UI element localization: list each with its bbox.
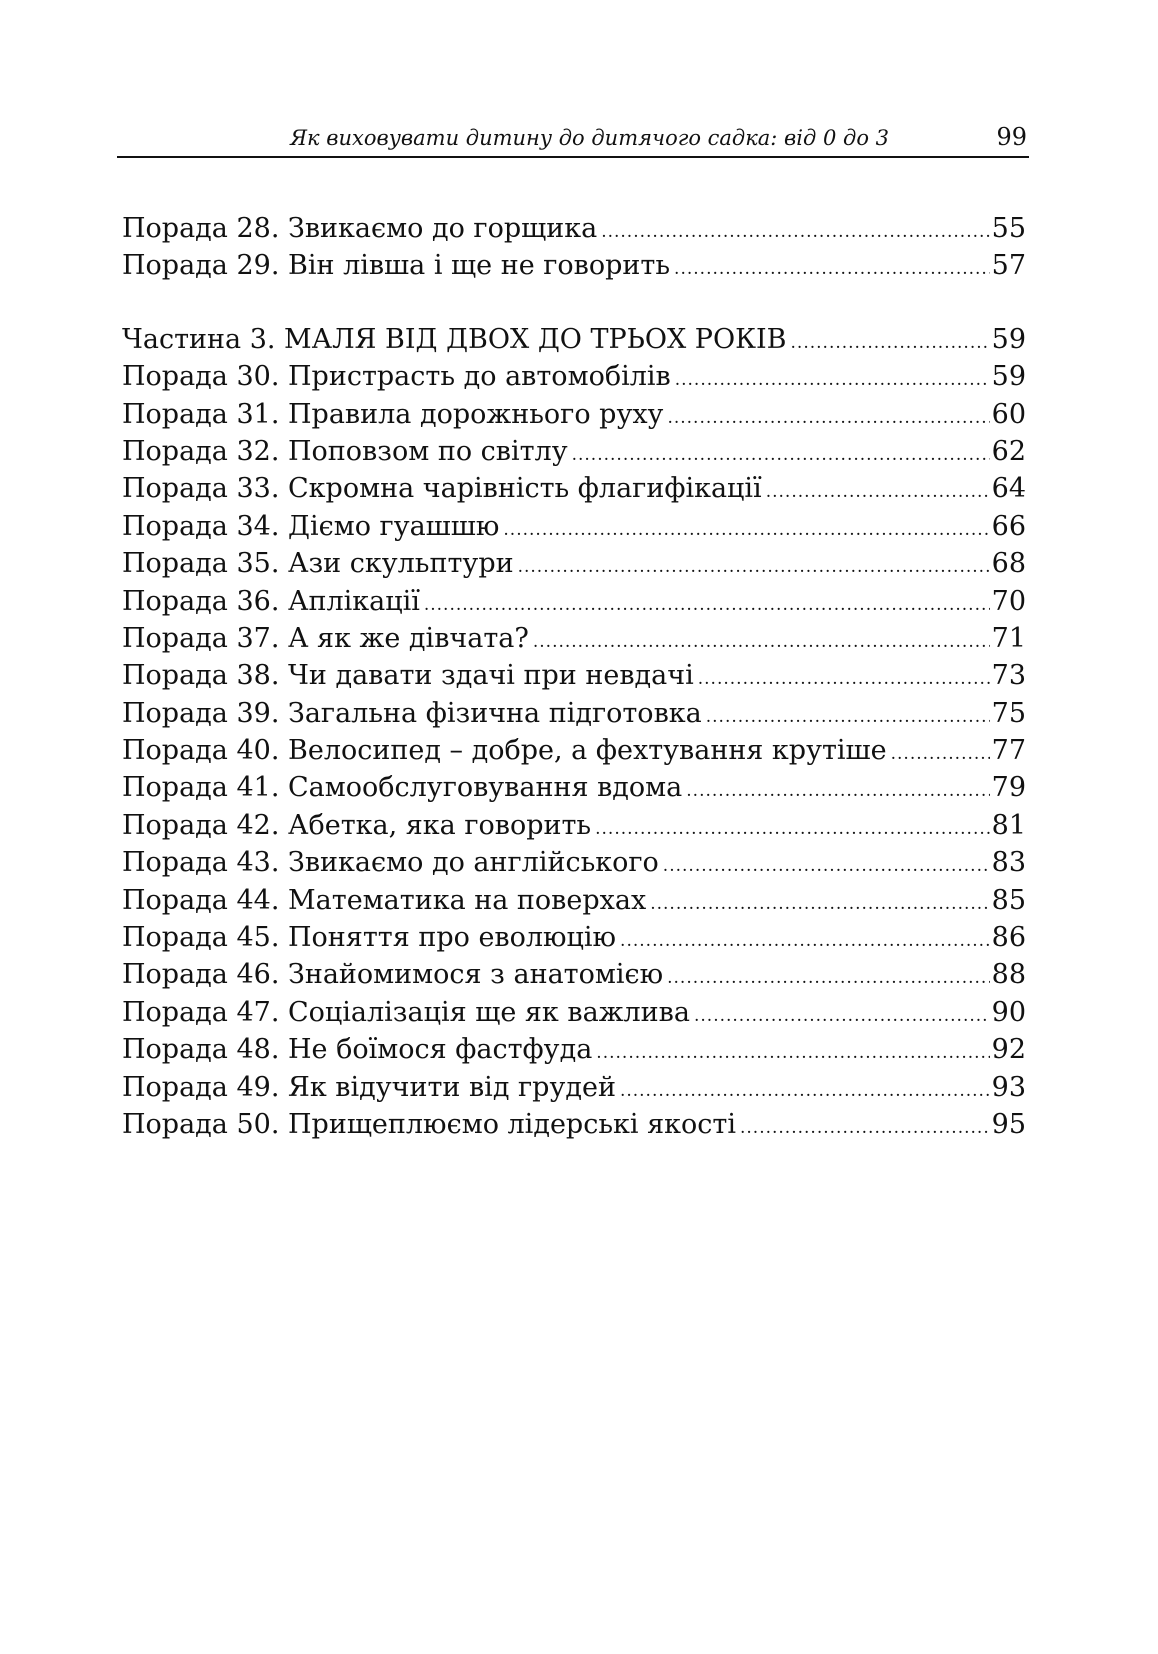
toc-entry [122, 657, 1026, 694]
toc-entry [122, 994, 1026, 1031]
dot-leader [424, 587, 990, 624]
toc-entry-title: Порада 31. Правила дорожнього руху [122, 398, 664, 430]
toc-entry [122, 545, 1026, 582]
dot-leader [674, 251, 990, 288]
toc-entry-title: Порада 41. Самообслуговування вдома [122, 772, 683, 804]
toc-entry [122, 620, 1026, 657]
toc-entry [122, 844, 1026, 881]
toc-entry-title: Порада 49. Як відучити від грудей [122, 1071, 616, 1103]
dot-leader [791, 325, 990, 362]
toc-section-heading [122, 321, 1026, 358]
dot-leader [766, 474, 990, 511]
toc-entry-title: Порада 40. Велосипед – добре, а фехтування крутіше [122, 735, 887, 767]
toc-entry-title: Порада 38. Чи давати здачі при невдачі [122, 660, 694, 692]
toc-entry-title: Порада 48. Не боїмося фастфуда [122, 1034, 593, 1066]
dot-leader [518, 549, 990, 586]
toc-entry-page: 68 [991, 548, 1026, 580]
toc-entry-title: Порада 29. Він лівша і ще не говорить [122, 250, 671, 282]
toc-entry-page: 81 [991, 809, 1026, 841]
toc-entry [122, 247, 1026, 284]
toc-entry-page: 88 [991, 959, 1026, 991]
toc-entry-page: 70 [991, 585, 1026, 617]
toc-entry [122, 732, 1026, 769]
toc-entry-page: 77 [991, 735, 1026, 767]
toc-entry [122, 882, 1026, 919]
toc-entry-title: Порада 43. Звикаємо до англійського [122, 847, 659, 879]
toc-entry-title: Частина 3. МАЛЯ ВІД ДВОХ ДО ТРЬОХ РОКІВ [122, 323, 787, 355]
dot-leader [533, 624, 990, 661]
dot-leader [620, 923, 990, 960]
toc-entry-title: Порада 35. Ази скульптури [122, 548, 514, 580]
toc-entry-title: Порада 37. А як же дівчата? [122, 622, 529, 654]
toc-entry [122, 583, 1026, 620]
dot-leader [663, 848, 990, 885]
toc-entry-page: 75 [991, 697, 1026, 729]
toc-entry [122, 1106, 1026, 1143]
dot-leader [601, 214, 989, 251]
toc-entry-title: Порада 34. Діємо гуашшю [122, 510, 500, 542]
toc-entry [122, 396, 1026, 433]
dot-leader [675, 362, 990, 399]
toc-entry [122, 919, 1026, 956]
toc-entry [122, 1031, 1026, 1068]
toc-entry-page: 83 [991, 847, 1026, 879]
toc-entry-title: Порада 45. Поняття про еволюцію [122, 922, 617, 954]
toc-entry-title: Порада 32. Поповзом по світлу [122, 435, 568, 467]
toc-entry [122, 358, 1026, 395]
toc-entry-title: Порада 46. Знайомимося з анатомією [122, 959, 664, 991]
toc-entry-title: Порада 44. Математика на поверхах [122, 884, 647, 916]
toc-entry-title: Порада 30. Пристрасть до автомобілів [122, 361, 671, 393]
dot-leader [891, 736, 990, 773]
toc-entry [122, 433, 1026, 470]
toc-entry-page: 85 [991, 884, 1026, 916]
page-number: 99 [996, 123, 1027, 151]
dot-leader [694, 998, 990, 1035]
dot-leader [572, 437, 990, 474]
dot-leader [667, 960, 990, 997]
toc-entry-page: 73 [991, 660, 1026, 692]
running-title: Як виховувати дитину до дитячого садка: від 0 до 3 [290, 126, 889, 150]
toc-entry-page: 55 [991, 213, 1026, 244]
toc-entry-page: 59 [991, 323, 1026, 355]
toc-entry-page: 79 [991, 772, 1026, 804]
dot-leader [595, 811, 990, 848]
toc-entry [122, 807, 1026, 844]
toc-entry-page: 62 [991, 435, 1026, 467]
toc-entry-page: 57 [991, 250, 1026, 282]
toc-entry [122, 956, 1026, 993]
dot-leader [650, 886, 989, 923]
dot-leader [667, 400, 989, 437]
toc-entry-title: Порада 28. Звикаємо до горщика [122, 213, 598, 244]
toc-entry-page: 92 [991, 1034, 1026, 1066]
toc-entry [122, 769, 1026, 806]
toc-entry-title: Порада 50. Прищеплюємо лідерські якості [122, 1108, 736, 1140]
toc-entry-page: 66 [991, 510, 1026, 542]
toc-entry-title: Порада 42. Абетка, яка говорить [122, 809, 592, 841]
toc-entry-page: 59 [991, 361, 1026, 393]
dot-leader [698, 661, 990, 698]
toc-entry-page: 86 [991, 922, 1026, 954]
toc-entry [122, 470, 1026, 507]
table-of-contents [122, 210, 1026, 1143]
toc-entry-page: 60 [991, 398, 1026, 430]
toc-entry-title: Порада 39. Загальна фізична підготовка [122, 697, 702, 729]
toc-entry-title: Порада 36. Аплікації [122, 585, 420, 617]
dot-leader [620, 1073, 990, 1110]
running-header [117, 118, 1029, 158]
dot-leader [596, 1035, 989, 1072]
toc-entry-page: 71 [991, 622, 1026, 654]
toc-entry-page: 90 [991, 996, 1026, 1028]
dot-leader [740, 1110, 990, 1147]
toc-entry [122, 695, 1026, 732]
section-gap [122, 285, 1026, 321]
toc-entry-title: Порада 33. Скромна чарівність флагифікації [122, 473, 762, 505]
toc-entry [122, 1069, 1026, 1106]
toc-entry-page: 93 [991, 1071, 1026, 1103]
dot-leader [503, 512, 989, 549]
dot-leader [706, 699, 990, 736]
toc-entry [122, 508, 1026, 545]
toc-entry-page: 64 [991, 473, 1026, 505]
toc-entry [122, 210, 1026, 247]
dot-leader [686, 773, 989, 810]
toc-entry-page: 95 [991, 1108, 1026, 1140]
toc-entry-title: Порада 47. Соціалізація ще як важлива [122, 996, 690, 1028]
